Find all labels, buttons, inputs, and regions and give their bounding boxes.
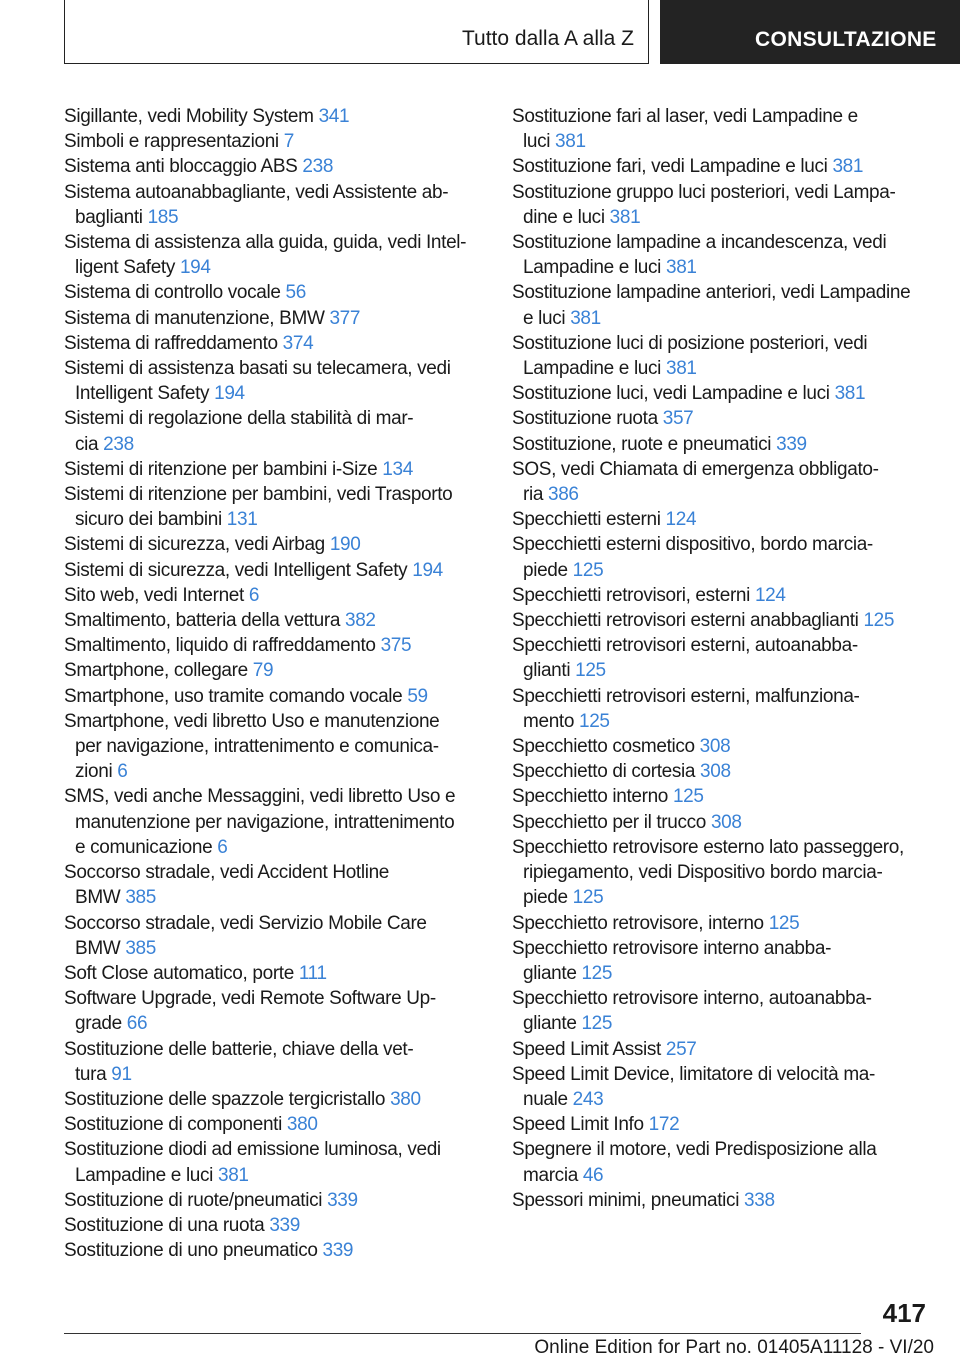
- page-reference-link[interactable]: 257: [665, 1038, 697, 1060]
- index-entry: [64, 1213, 484, 1238]
- page-reference-link[interactable]: 338: [744, 1189, 775, 1211]
- entry-text: Sistemi di ritenzione per bambini i-Size: [64, 458, 383, 480]
- index-entry: [512, 1137, 932, 1187]
- page-number: 417: [882, 1298, 926, 1328]
- page-reference-link[interactable]: 111: [298, 962, 327, 984]
- entry-text: Specchietto di cortesia: [512, 761, 701, 783]
- entry-text: nuale: [523, 1088, 573, 1110]
- entry-text: Sostituzione di componenti: [64, 1114, 287, 1136]
- entry-text: Sistemi di sicurezza, vedi Intelligent Safety: [64, 559, 413, 581]
- index-entry: [512, 936, 932, 986]
- entry-text: Lampadine e luci: [523, 257, 666, 279]
- entry-text: Specchietto cosmetico: [512, 736, 700, 758]
- index-entry: [64, 1238, 484, 1263]
- index-entry: [512, 1037, 932, 1062]
- index-entry: [512, 230, 932, 280]
- index-entry: [64, 532, 484, 557]
- index-entry: [512, 684, 932, 734]
- index-entry: [64, 986, 484, 1036]
- index-entry: [64, 911, 484, 961]
- page-reference-link[interactable]: 381: [665, 257, 697, 279]
- entry-text: Soccorso stradale, vedi Servizio Mobile Care: [64, 912, 427, 934]
- index-entry: [64, 180, 484, 230]
- page-reference-link[interactable]: 238: [302, 156, 334, 178]
- entry-text: Specchietto retrovisore interno anabba-: [512, 937, 832, 959]
- index-entry: [64, 406, 484, 456]
- index-entry: [512, 633, 932, 683]
- index-entry: [64, 608, 484, 633]
- entry-text: marcia: [523, 1164, 583, 1186]
- entry-text: piede: [523, 887, 573, 909]
- index-entry: [64, 658, 484, 683]
- entry-text: Specchietto retrovisore, interno: [512, 912, 769, 934]
- entry-text: tura: [75, 1063, 112, 1085]
- index-entry: [512, 583, 932, 608]
- page-reference-link[interactable]: 381: [609, 206, 641, 228]
- page-reference-link[interactable]: 194: [214, 383, 245, 405]
- page-reference-link[interactable]: 381: [217, 1164, 249, 1186]
- footer-rule: [64, 1333, 861, 1334]
- page-reference-link[interactable]: 380: [390, 1088, 421, 1110]
- index-entry: [64, 154, 484, 179]
- index-entry: [512, 457, 932, 507]
- index-entry: [512, 280, 932, 330]
- entry-text: baglianti: [75, 206, 148, 228]
- page-reference-link[interactable]: 125: [672, 786, 704, 808]
- page-reference-link[interactable]: 125: [581, 962, 613, 984]
- page-reference-link[interactable]: 134: [382, 458, 413, 480]
- entry-text: Sito web, vedi Internet: [64, 584, 249, 606]
- footer-edition: Online Edition for Part no. 01405A11128 - VI/20: [534, 1337, 934, 1358]
- entry-text: Intelligent Safety: [75, 383, 215, 405]
- page-reference-link[interactable]: 125: [768, 912, 800, 934]
- index-entry: [512, 810, 932, 835]
- entry-text: Sistema di controllo vocale: [64, 282, 286, 304]
- page-reference-link[interactable]: 66: [126, 1013, 148, 1035]
- index-entry: [64, 1112, 484, 1137]
- entry-text: glianti: [523, 660, 576, 682]
- index-entry: [512, 432, 932, 457]
- page-reference-link[interactable]: 385: [125, 887, 156, 909]
- entry-text: per navigazione, intrattenimento e comunica-: [75, 736, 439, 758]
- page-reference-link[interactable]: 6: [217, 836, 228, 858]
- entry-text: Sostituzione diodi ad emissione luminosa, vedi: [64, 1139, 441, 1161]
- header-section-title: Tutto dalla A alla Z: [462, 27, 634, 50]
- entry-text: Sistema autoanabbagliante, vedi Assistente ab-: [64, 181, 449, 203]
- page-reference-link[interactable]: 194: [412, 559, 443, 581]
- entry-text: Speed Limit Device, limitatore di velocità ma-: [512, 1063, 875, 1085]
- entry-text: Sostituzione gruppo luci posteriori, vedi Lampa-: [512, 181, 896, 203]
- entry-text: Sostituzione lampadine a incandescenza, vedi: [512, 232, 887, 254]
- index-entry: [64, 230, 484, 280]
- page-reference-link[interactable]: 124: [665, 509, 697, 531]
- entry-text: gliante: [523, 1013, 582, 1035]
- page-reference-link[interactable]: 56: [285, 282, 306, 304]
- entry-text: ripiegamento, vedi Dispositivo bordo marcia-: [523, 862, 883, 884]
- index-entry: [64, 558, 484, 583]
- entry-text: Sostituzione fari, vedi Lampadine e luci: [512, 156, 833, 178]
- entry-text: Soccorso stradale, vedi Accident Hotline: [64, 862, 390, 884]
- page-reference-link[interactable]: 46: [582, 1164, 604, 1186]
- index-column-right: [512, 104, 932, 1213]
- entry-text: Specchietti retrovisori esterni, autoanabba-: [512, 635, 858, 657]
- entry-text: Sistemi di regolazione della stabilità di mar-: [64, 408, 414, 430]
- header-chapter-title: CONSULTAZIONE: [755, 28, 937, 51]
- index-entry: [512, 608, 932, 633]
- page-reference-link[interactable]: 374: [282, 332, 314, 354]
- page-reference-link[interactable]: 6: [248, 584, 260, 606]
- entry-text: cia: [75, 433, 104, 455]
- entry-text: sicuro dei bambini: [75, 509, 227, 531]
- entry-text: Specchietto retrovisore esterno lato passeggero,: [512, 836, 904, 858]
- index-entry: [64, 784, 484, 860]
- entry-text: Specchietto retrovisore interno, autoanabba-: [512, 988, 872, 1010]
- page-reference-link[interactable]: 339: [327, 1189, 358, 1211]
- entry-text: Specchietti esterni dispositivo, bordo marcia-: [512, 534, 873, 556]
- index-entry: [512, 104, 932, 154]
- entry-text: Sostituzione fari al laser, vedi Lampadine e: [512, 106, 858, 127]
- index-entry: [512, 784, 932, 809]
- entry-text: Sostituzione luci, vedi Lampadine e luci: [512, 383, 835, 405]
- entry-text: SOS, vedi Chiamata di emergenza obbligato-: [512, 458, 879, 480]
- entry-text: Speed Limit Assist: [512, 1038, 666, 1060]
- entry-text: Software Upgrade, vedi Remote Software Up-: [64, 988, 436, 1010]
- index-entry: [64, 1137, 484, 1187]
- entry-text: Sostituzione delle spazzole tergicristallo: [64, 1088, 391, 1110]
- page-reference-link[interactable]: 339: [776, 433, 807, 455]
- page-reference-link[interactable]: 6: [117, 761, 128, 783]
- index-entry: [64, 684, 484, 709]
- page-reference-link[interactable]: 381: [570, 307, 601, 329]
- entry-text: e comunicazione: [75, 836, 218, 858]
- entry-text: Lampadine e luci: [75, 1164, 218, 1186]
- page-reference-link[interactable]: 79: [252, 660, 274, 682]
- index-entry: [512, 381, 932, 406]
- index-entry: [64, 457, 484, 482]
- entry-text: Smartphone, vedi libretto Uso e manutenzione: [64, 710, 440, 732]
- entry-text: Smaltimento, liquido di raffreddamento: [64, 635, 381, 657]
- entry-text: Sistema di assistenza alla guida, guida, vedi Intel-: [64, 232, 467, 254]
- entry-text: Sistemi di sicurezza, vedi Airbag: [64, 534, 330, 556]
- page-reference-link[interactable]: 238: [103, 433, 134, 455]
- page-reference-link[interactable]: 339: [322, 1240, 354, 1262]
- page-reference-link[interactable]: 381: [555, 131, 586, 153]
- entry-text: Specchietti retrovisori esterni, malfunziona-: [512, 685, 860, 707]
- index-entry: [512, 154, 932, 179]
- index-entry: [64, 280, 484, 305]
- index-column-left: [64, 104, 484, 1263]
- page-reference-link[interactable]: 339: [269, 1214, 300, 1236]
- entry-text: luci: [523, 131, 556, 153]
- entry-text: ria: [523, 484, 548, 506]
- index-entry: [512, 986, 932, 1036]
- index-entry: [512, 180, 932, 230]
- entry-text: Specchietto per il trucco: [512, 811, 711, 833]
- entry-text: gliante: [523, 962, 582, 984]
- entry-text: BMW: [75, 937, 126, 959]
- entry-text: Sistema di manutenzione, BMW: [64, 307, 330, 329]
- page-reference-link[interactable]: 382: [345, 610, 376, 632]
- page-reference-link[interactable]: 125: [581, 1013, 613, 1035]
- index-entry: [512, 1062, 932, 1112]
- index-entry: [64, 1188, 484, 1213]
- index-entry: [512, 911, 932, 936]
- entry-text: Sostituzione, ruote e pneumatici: [512, 433, 777, 455]
- entry-text: e luci: [523, 307, 571, 329]
- index-entry: [64, 633, 484, 658]
- index-entry: [64, 860, 484, 910]
- index-entry: [64, 129, 484, 154]
- entry-text: Sostituzione delle batterie, chiave della vet-: [64, 1038, 414, 1060]
- index-entry: [512, 734, 932, 759]
- entry-text: grade: [75, 1013, 127, 1035]
- entry-text: Sostituzione di uno pneumatico: [64, 1240, 323, 1262]
- entry-text: Speed Limit Info: [512, 1114, 649, 1136]
- entry-text: mento: [523, 710, 579, 732]
- index-entry: [64, 583, 484, 608]
- page-reference-link[interactable]: 125: [572, 559, 604, 581]
- entry-text: Simboli e rappresentazioni: [64, 131, 284, 153]
- entry-text: Sostituzione luci di posizione posteriori, vedi: [512, 332, 868, 354]
- index-entry: [512, 532, 932, 582]
- entry-text: Sistemi di assistenza basati su telecamera, vedi: [64, 358, 451, 380]
- page-reference-link[interactable]: 125: [572, 887, 604, 909]
- entry-text: Lampadine e luci: [523, 358, 666, 380]
- entry-text: Sostituzione ruota: [512, 408, 663, 430]
- index-entry: [64, 1037, 484, 1087]
- page-reference-link[interactable]: 381: [834, 383, 866, 405]
- page-reference-link[interactable]: 386: [548, 484, 579, 506]
- page-reference-link[interactable]: 125: [579, 710, 610, 732]
- index-entry: [64, 709, 484, 785]
- page-reference-link[interactable]: 185: [147, 206, 179, 228]
- entry-text: dine e luci: [523, 206, 610, 228]
- entry-text: Sigillante, vedi Mobility System: [64, 106, 319, 127]
- page-reference-link[interactable]: 308: [699, 736, 731, 758]
- page-reference-link[interactable]: 91: [111, 1063, 132, 1085]
- header-section-box: [64, 0, 649, 64]
- entry-text: Smartphone, uso tramite comando vocale: [64, 685, 408, 707]
- entry-text: zioni: [75, 761, 118, 783]
- entry-text: Sostituzione di ruote/pneumatici: [64, 1189, 328, 1211]
- index-entry: [64, 356, 484, 406]
- page-reference-link[interactable]: 194: [179, 257, 211, 279]
- entry-text: Sostituzione lampadine anteriori, vedi Lampadine: [512, 282, 911, 304]
- index-entry: [64, 331, 484, 356]
- page-reference-link[interactable]: 243: [572, 1088, 604, 1110]
- index-entry: [512, 507, 932, 532]
- page-reference-link[interactable]: 375: [380, 635, 412, 657]
- page-reference-link[interactable]: 190: [329, 534, 361, 556]
- entry-text: Smartphone, collegare: [64, 660, 253, 682]
- index-entry: [64, 1087, 484, 1112]
- header-chapter-tab: [660, 0, 960, 64]
- page-reference-link[interactable]: 59: [407, 685, 428, 707]
- entry-text: Specchietti retrovisori esterni anabbaglianti: [512, 610, 864, 632]
- page-reference-link[interactable]: 172: [648, 1114, 680, 1136]
- page-reference-link[interactable]: 357: [662, 408, 694, 430]
- index-entry: [512, 1112, 932, 1137]
- page-reference-link[interactable]: 381: [665, 358, 697, 380]
- page-reference-link[interactable]: 308: [710, 811, 742, 833]
- entry-text: Sistema di raffreddamento: [64, 332, 283, 354]
- entry-text: Sistemi di ritenzione per bambini, vedi Trasporto: [64, 484, 453, 506]
- index-entry: [512, 835, 932, 911]
- index-entry: [64, 104, 484, 129]
- entry-text: piede: [523, 559, 573, 581]
- index-entry: [64, 482, 484, 532]
- page-reference-link[interactable]: 125: [863, 610, 895, 632]
- entry-text: Specchietti esterni: [512, 509, 666, 531]
- entry-text: Sostituzione di una ruota: [64, 1214, 270, 1236]
- page-reference-link[interactable]: 341: [318, 106, 350, 127]
- page-reference-link[interactable]: 7: [283, 131, 294, 153]
- index-entry: [512, 406, 932, 431]
- entry-text: Smaltimento, batteria della vettura: [64, 610, 345, 632]
- entry-text: SMS, vedi anche Messaggini, vedi libretto Uso e: [64, 786, 456, 808]
- index-entry: [512, 759, 932, 784]
- entry-text: ligent Safety: [75, 257, 180, 279]
- page-reference-link[interactable]: 308: [700, 761, 731, 783]
- entry-text: Spessori minimi, pneumatici: [512, 1189, 745, 1211]
- entry-text: Soft Close automatico, porte: [64, 962, 299, 984]
- page-reference-link[interactable]: 381: [832, 156, 864, 178]
- page-reference-link[interactable]: 131: [226, 509, 258, 531]
- entry-text: Specchietti retrovisori, esterni: [512, 584, 755, 606]
- entry-text: Spegnere il motore, vedi Predisposizione alla: [512, 1139, 877, 1161]
- page-reference-link[interactable]: 385: [125, 937, 156, 959]
- page-reference-link[interactable]: 380: [286, 1114, 318, 1136]
- index-entry: [512, 1188, 932, 1213]
- page-reference-link[interactable]: 124: [754, 584, 786, 606]
- page-reference-link[interactable]: 125: [575, 660, 606, 682]
- entry-text: Sistema anti bloccaggio ABS: [64, 156, 303, 178]
- entry-text: BMW: [75, 887, 126, 909]
- index-entry: [64, 306, 484, 331]
- index-entry: [512, 331, 932, 381]
- entry-text: manutenzione per navigazione, intrattenimento: [75, 811, 455, 833]
- index-entry: [64, 961, 484, 986]
- page-reference-link[interactable]: 377: [329, 307, 361, 329]
- entry-text: Specchietto interno: [512, 786, 673, 808]
